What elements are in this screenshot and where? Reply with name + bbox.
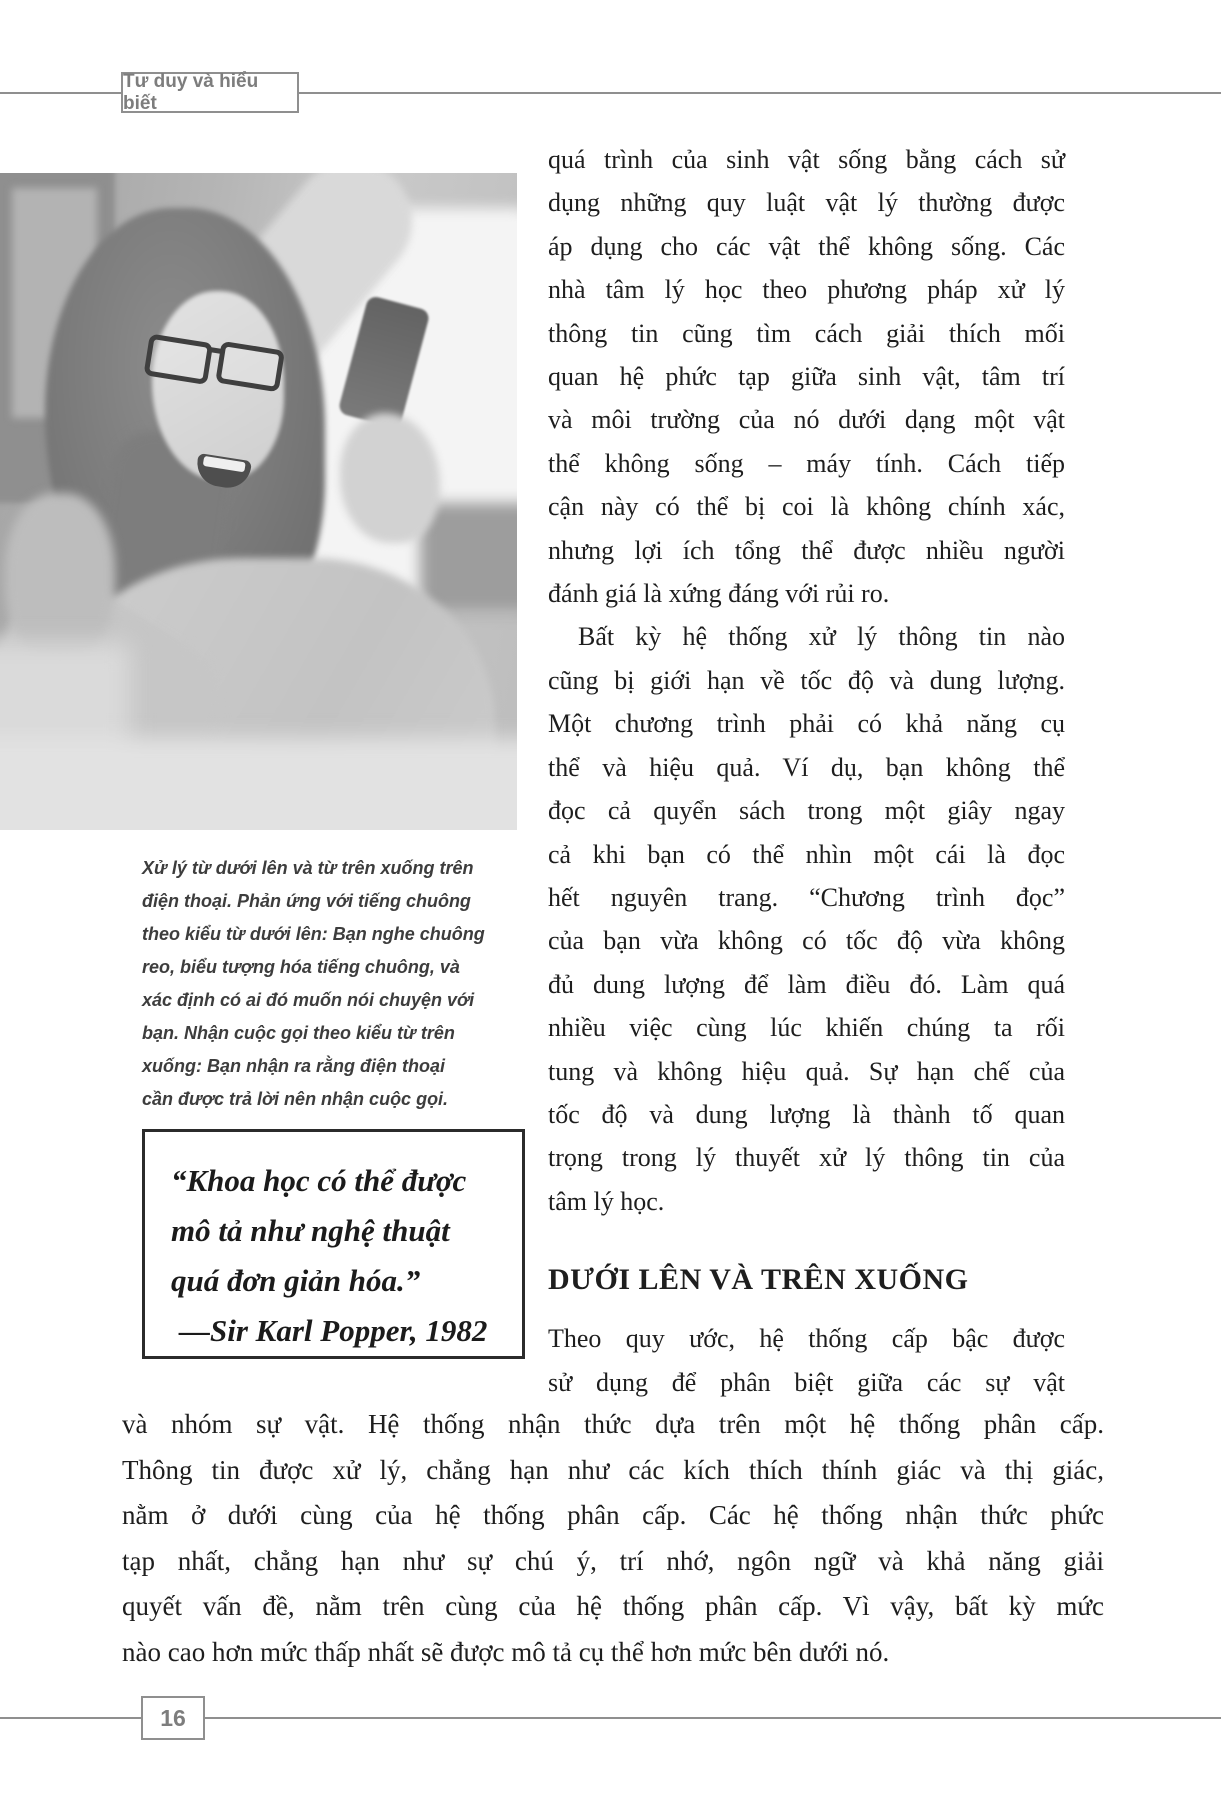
photo-left-hand xyxy=(5,493,115,663)
body-line: của bạn vừa không có tốc độ vừa không xyxy=(548,926,1065,956)
body-line: quá trình của sinh vật sống bằng cách sử xyxy=(548,145,1065,174)
body-line: cũng bị giới hạn về tốc độ và dung lượng. xyxy=(548,665,1065,695)
caption-line: bạn. Nhận cuộc gọi theo kiểu từ trên xyxy=(142,1023,455,1043)
body-line: tâm lý học. xyxy=(548,1186,665,1216)
body-line: nằm ở dưới cùng của hệ thống phân cấp. Các hệ thống nhận thức phức xyxy=(122,1500,1104,1531)
quote-line: mô tả như nghệ thuật xyxy=(171,1213,450,1248)
body-line: tạp nhất, chẳng hạn như sự chú ý, trí nhớ, ngôn ngữ và khả năng giải xyxy=(122,1545,1104,1576)
page-number: 16 xyxy=(160,1704,186,1731)
caption-line: xác định có ai đó muốn nói chuyện với xyxy=(142,990,475,1010)
photo-glasses-right-lens xyxy=(215,341,285,392)
body-line: Thông tin được xử lý, chẳng hạn như các kích thích thính giác và thị giác, xyxy=(122,1454,1104,1485)
body-line: quan hệ phức tạp giữa sinh vật, tâm trí xyxy=(548,362,1065,392)
caption-line: reo, biểu tượng hóa tiếng chuông, và xyxy=(142,957,460,977)
photo-window-sill xyxy=(420,503,517,613)
caption-line: Xử lý từ dưới lên và từ trên xuống trên xyxy=(142,858,474,878)
body-line: Một chương trình phải có khả năng cụ xyxy=(548,709,1065,739)
body-column xyxy=(548,138,1065,1404)
body-line: nào cao hơn mức thấp nhất sẽ được mô tả cụ thể hơn mức bên dưới nó. xyxy=(122,1636,890,1667)
photo-foreground-blur xyxy=(0,738,517,830)
page-number-box xyxy=(141,1696,205,1740)
body-line: đánh giá là xứng đáng với rủi ro. xyxy=(548,579,890,609)
body-line: và môi trường của nó dưới dạng một vật xyxy=(548,405,1065,435)
body-line: cả khi bạn có thể nhìn một cái là đọc xyxy=(548,839,1065,869)
body-paragraph xyxy=(548,138,1065,615)
running-head-box xyxy=(121,72,299,113)
pull-quote-attribution: —Sir Karl Popper, 1982 xyxy=(179,1313,488,1348)
quote-line: “Khoa học có thể được xyxy=(171,1163,467,1198)
photo-caption xyxy=(142,852,487,1116)
pull-quote-box xyxy=(142,1129,525,1359)
body-line: quyết vấn đề, nằm trên cùng của hệ thống phân cấp. Vì vậy, bất kỳ mức xyxy=(122,1591,1104,1622)
caption-line: xuống: Bạn nhận ra rằng điện thoại xyxy=(142,1056,446,1076)
caption-line: theo kiểu từ dưới lên: Bạn nghe chuông xyxy=(142,924,485,944)
body-line: thông tin cũng tìm cách giải thích mối xyxy=(548,318,1065,348)
photo-glasses-left-lens xyxy=(143,334,213,385)
body-line: và nhóm sự vật. Hệ thống nhận thức dựa trên một hệ thống phân cấp. xyxy=(122,1409,1104,1439)
body-paragraph xyxy=(548,1317,1065,1404)
running-head-title: Tư duy và hiểu biết xyxy=(123,70,259,114)
photo-woman-with-phone xyxy=(0,173,517,830)
body-paragraph xyxy=(548,615,1065,1223)
caption-line: cần được trả lời nên nhận cuộc gọi. xyxy=(142,1089,449,1109)
bottom-paragraph xyxy=(122,1402,1104,1676)
body-line: nhưng lợi ích tổng thể được nhiều người xyxy=(548,535,1065,565)
body-line: tung và không hiệu quả. Sự hạn chế của xyxy=(548,1056,1065,1086)
body-line: nhiều việc cùng lúc khiến chúng ta rối xyxy=(548,1013,1065,1043)
quote-line: quá đơn giản hóa.” xyxy=(171,1263,421,1298)
body-line: thể và hiệu quả. Ví dụ, bạn không thể xyxy=(548,752,1065,782)
body-line: cận này có thể bị coi là không chính xác, xyxy=(548,492,1065,522)
body-line: đọc cả quyển sách trong một giây ngay xyxy=(548,796,1065,826)
body-line: hết nguyên trang. “Chương trình đọc” xyxy=(548,882,1065,912)
body-line: sử dụng để phân biệt giữa các sự vật xyxy=(548,1367,1065,1397)
body-line: dụng những quy luật vật lý thường được xyxy=(548,188,1065,218)
body-line: Theo quy ước, hệ thống cấp bậc được xyxy=(548,1324,1065,1354)
body-line: đủ dung lượng để làm điều đó. Làm quá xyxy=(548,969,1065,999)
body-line: nhà tâm lý học theo phương pháp xử lý xyxy=(548,275,1065,305)
body-line: tốc độ và dung lượng là thành tố quan xyxy=(548,1099,1065,1129)
caption-line: điện thoại. Phản ứng với tiếng chuông xyxy=(142,891,471,911)
section-heading: DƯỚI LÊN VÀ TRÊN XUỐNG xyxy=(548,1263,969,1297)
body-line: thể không sống – máy tính. Cách tiếp xyxy=(548,448,1065,478)
pull-quote-text xyxy=(171,1156,512,1306)
body-line: Bất kỳ hệ thống xử lý thông tin nào xyxy=(578,622,1065,652)
body-line: áp dụng cho các vật thể không sống. Các xyxy=(548,231,1065,261)
body-line: trọng trong lý thuyết xử lý thông tin của xyxy=(548,1143,1065,1173)
